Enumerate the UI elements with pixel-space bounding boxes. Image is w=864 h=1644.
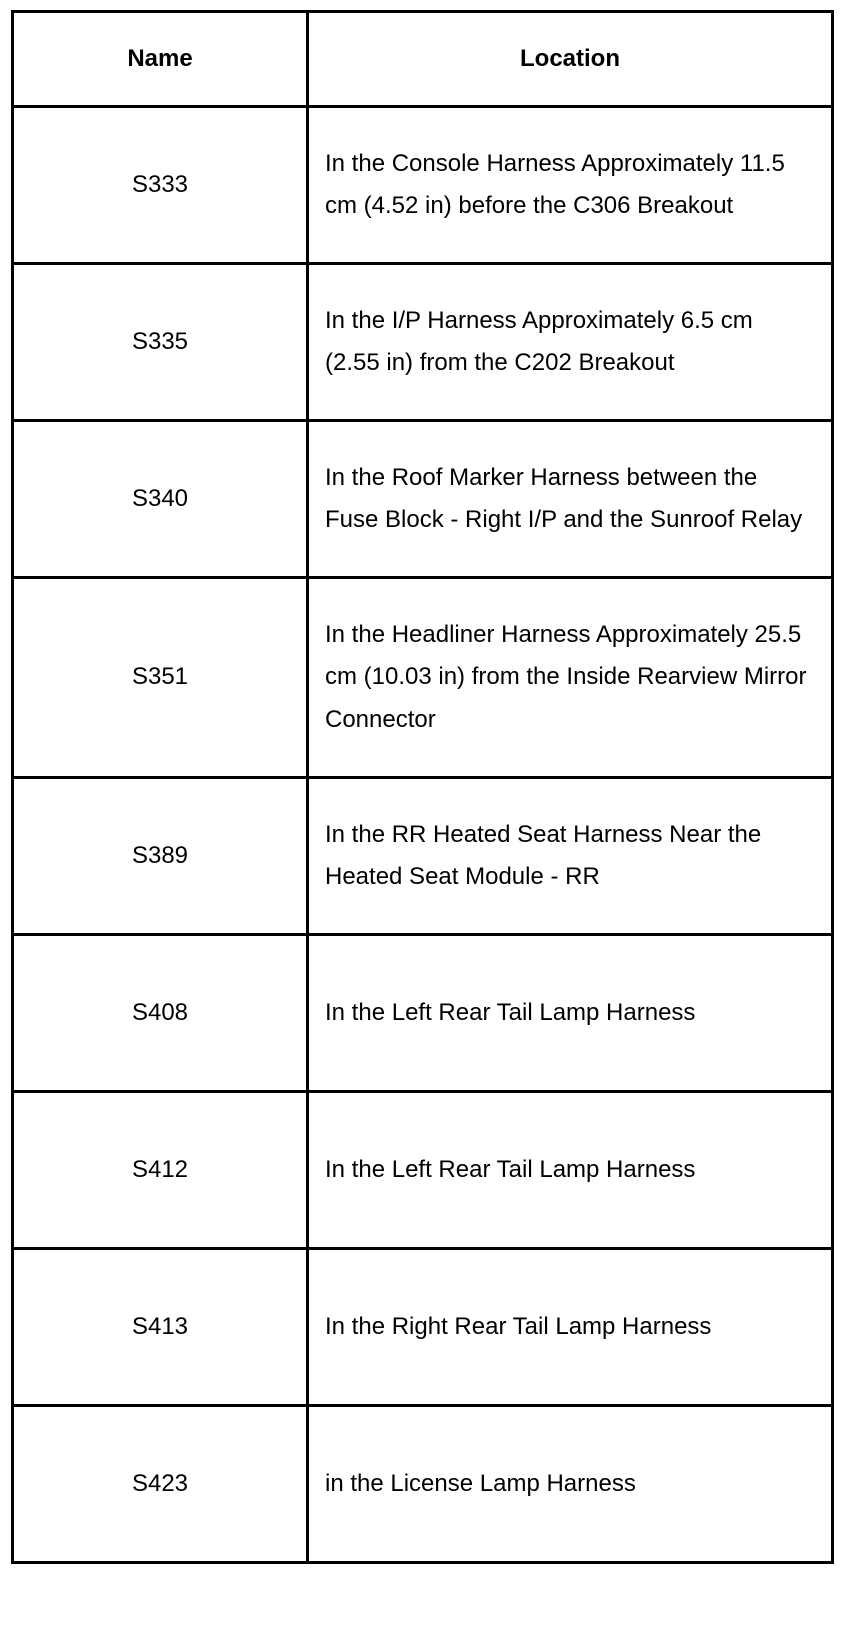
splice-location-cell: In the I/P Harness Approximately 6.5 cm (2.55 in) from the C202 Breakout bbox=[308, 264, 833, 421]
table-row bbox=[13, 107, 833, 264]
column-header-location: Location bbox=[308, 12, 833, 107]
table-row bbox=[13, 421, 833, 578]
table-row bbox=[13, 1406, 833, 1563]
splice-name-cell: S333 bbox=[13, 107, 308, 264]
table-header-row bbox=[13, 12, 833, 107]
splice-location-table bbox=[11, 10, 834, 1564]
splice-name-cell: S351 bbox=[13, 578, 308, 778]
splice-name-cell: S335 bbox=[13, 264, 308, 421]
splice-location-cell: In the Console Harness Approximately 11.5 cm (4.52 in) before the C306 Breakout bbox=[308, 107, 833, 264]
splice-name-cell: S413 bbox=[13, 1249, 308, 1406]
splice-location-cell: In the Left Rear Tail Lamp Harness bbox=[308, 935, 833, 1092]
table-row bbox=[13, 264, 833, 421]
table-row bbox=[13, 1249, 833, 1406]
splice-location-cell: in the License Lamp Harness bbox=[308, 1406, 833, 1563]
splice-name-cell: S408 bbox=[13, 935, 308, 1092]
table-row bbox=[13, 578, 833, 778]
table-row bbox=[13, 778, 833, 935]
splice-name-cell: S412 bbox=[13, 1092, 308, 1249]
splice-location-cell: In the Left Rear Tail Lamp Harness bbox=[308, 1092, 833, 1249]
splice-location-cell: In the Roof Marker Harness between the Fuse Block - Right I/P and the Sunroof Relay bbox=[308, 421, 833, 578]
table-row bbox=[13, 1092, 833, 1249]
splice-location-cell: In the RR Heated Seat Harness Near the Heated Seat Module - RR bbox=[308, 778, 833, 935]
table-row bbox=[13, 935, 833, 1092]
splice-location-cell: In the Headliner Harness Approximately 25.5 cm (10.03 in) from the Inside Rearview Mirror Connector bbox=[308, 578, 833, 778]
splice-location-cell: In the Right Rear Tail Lamp Harness bbox=[308, 1249, 833, 1406]
splice-name-cell: S389 bbox=[13, 778, 308, 935]
column-header-name: Name bbox=[13, 12, 308, 107]
splice-name-cell: S340 bbox=[13, 421, 308, 578]
splice-name-cell: S423 bbox=[13, 1406, 308, 1563]
